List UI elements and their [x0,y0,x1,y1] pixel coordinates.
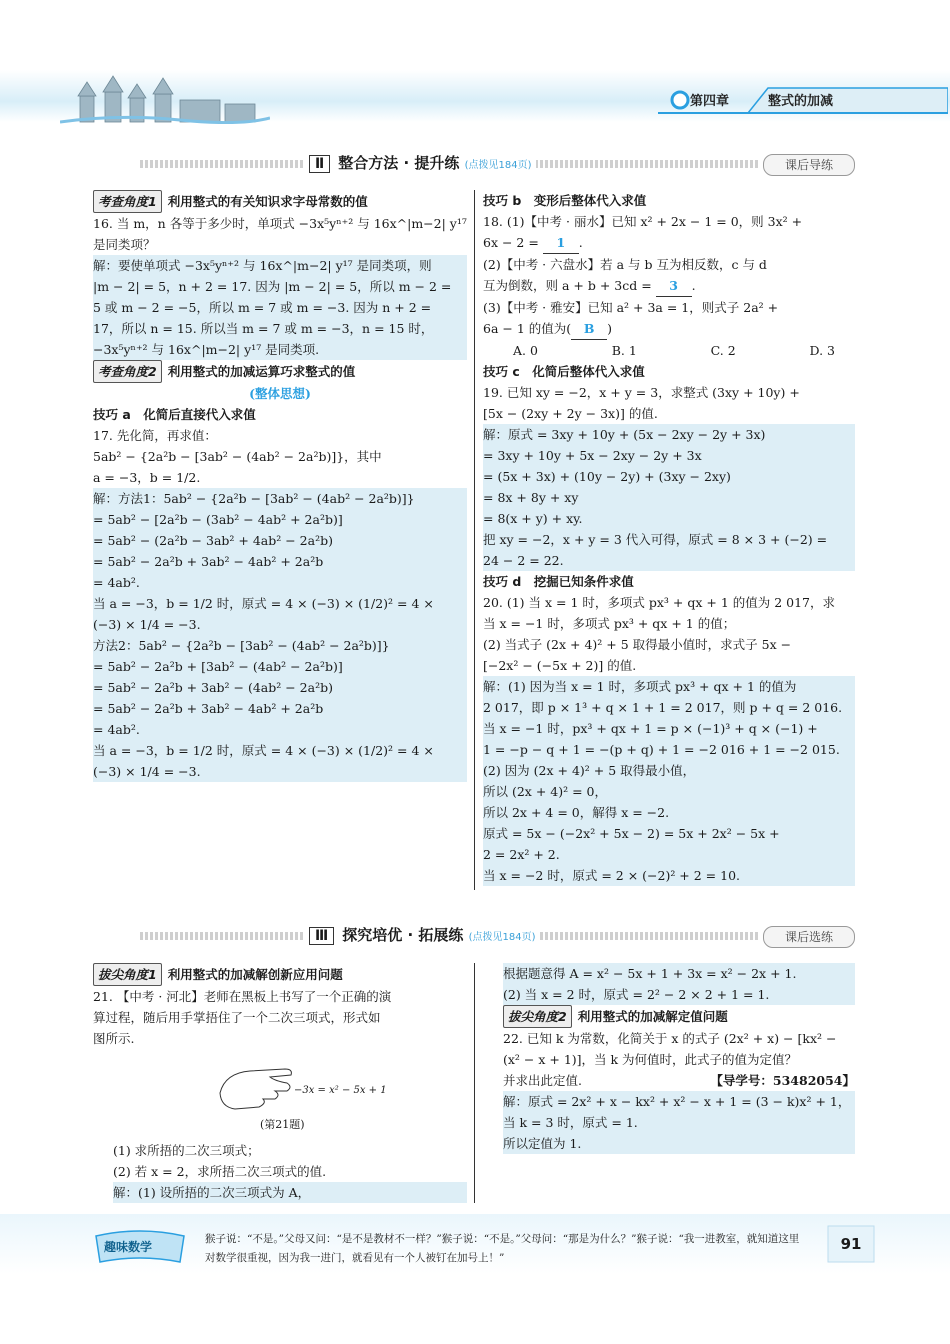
answer-fill: 3 [656,275,692,297]
skill-heading: 技巧 b 变形后整体代入求值 [483,193,647,208]
right-column [483,190,855,886]
angle-label: 拔尖角度1 [93,963,162,986]
options-row [483,340,855,361]
angle-label: 拔尖角度2 [503,1005,572,1028]
figure-caption: (第21题) [260,1118,305,1131]
solution-line: (−3) × 1/4 = −3. [93,614,467,635]
page-number: 91 [840,1235,862,1253]
solution-line: 24 − 2 = 22. [483,550,855,571]
section-banner-3 [140,922,855,950]
column-divider [474,963,475,1203]
solution-line: = 5ab² − 2a²b + [3ab² − (4ab² − 2a²b)] [93,656,467,677]
angle-text: 利用整式的加减解定值问题 [577,1009,728,1024]
question-line: [5x − (2xy + 2y − 3x)] 的值. [483,406,658,421]
angle-text: 利用整式的加减解创新应用问题 [167,967,343,982]
question-line: 18. (1)【中考 · 丽水】已知 x² + 2x − 1 = 0，则 3x² + [483,214,803,229]
solution-line: 原式 = 5x − (−2x² + 5x − 2) = 5x + 2x² − 5x + [483,823,855,844]
solution-line: 方法2：5ab² − {2a²b − [3ab² − (4ab² − 2a²b)]} [93,635,467,656]
question-line: 图所示. [93,1031,135,1046]
angle-text: 利用整式的有关知识求字母常数的值 [167,194,368,209]
castle-illustration [60,74,270,124]
option-2: C. 2 [710,343,736,358]
question-text: 6x − 2 = [483,235,543,250]
question-line [503,1070,855,1091]
solution-line: = 3xy + 10y + 5x − 2xy − 2y + 3x [483,445,855,466]
section-title-box [305,924,540,946]
left-column-2b [113,1140,467,1203]
skill-heading: 技巧 c 化简后整体代入求值 [483,364,645,379]
section-roman: Ⅱ [309,155,330,173]
angle-text: 利用整式的加减运算巧求整式的值 [167,364,356,379]
solution-line: 解：方法1：5ab² − {2a²b − [3ab² − (4ab² − 2a²b)]} [93,488,467,509]
subheading: (整体思想) [249,386,311,401]
question-line: 当 x = −1 时，多项式 px³ + qx + 1 的值； [483,616,736,631]
solution-line: 所以定值为 1. [503,1133,855,1154]
solution-line: (2) 当 x = 2 时，原式 = 2² − 2 × 2 + 1 = 1. [503,984,855,1005]
footer-joke: 猴子说：“不是。”父母又问：“是不是教材不一样？”猴子说：“不是。”父母问：“那是为什么？”猴子说：“我一进教室，就知道这里对数学很重视，因为我一进门，就看见有一个人被钉在加号上！” [205,1233,800,1264]
answer-fill: 1 [543,232,579,254]
answer-fill: B [571,318,607,340]
question-line: (1) 求所捂的二次三项式； [113,1143,260,1158]
solution-line: 解：(1) 设所捂的二次三项式为 A， [113,1182,467,1203]
solution-line: = 5ab² − 2a²b + 3ab² − 4ab² + 2a²b [93,698,467,719]
section-title: 探究培优 · 拓展练 [342,926,464,944]
question-line: 19. 已知 xy = −2，x + y = 3，求整式 (3xy + 10y) + [483,385,800,400]
solution-line: 当 a = −3，b = 1/2 时，原式 = 4 × (−3) × (1/2)² = 4 × [93,740,467,761]
question-line: (x² − x + 1)]，当 k 为何值时，此式子的值为定值？ [503,1052,798,1067]
solution-line: 解：要使单项式 −3x⁵yⁿ⁺² 与 16x^|m−2| y¹⁷ 是同类项，则 [93,255,467,276]
solution-line: = (5x + 3x) + (10y − 2y) + (3xy − 2xy) [483,466,855,487]
section-title: 整合方法 · 提升练 [338,154,460,172]
solution-line: 1 = −p − q + 1 = −(p + q) + 1 = −2 016 + 1 = −2 015. [483,739,855,760]
solution-line: 把 xy = −2，x + y = 3 代入可得，原式 = 8 × 3 + (−2) = [483,529,855,550]
angle-heading [93,360,467,383]
solution-line: = 8x + 8y + xy [483,487,855,508]
question-line: 22. 已知 k 为常数，化简关于 x 的式子 (2x² + x) − [kx² − [503,1031,837,1046]
solution-line: 5 或 m − 2 = −5，所以 m = 7 或 m = −3. 因为 n + 2 = [93,297,467,318]
option-0: A. 0 [513,343,538,358]
solution-line: 所以 2x + 4 = 0，解得 x = −2. [483,802,855,823]
solution-line: |m − 2| = 5，n + 2 = 17. 因为 |m − 2| = 5，所以 m − 2 = [93,276,467,297]
question-text: 互为倒数，则 a + b + 3cd = [483,278,656,293]
solution-line: 2 017，即 p × 1³ + q × 1 + 1 = 2 017，则 p + q = 2 016. [483,697,855,718]
solution-line: 当 x = −1 时，px³ + qx + 1 = p × (−1)³ + q × (−1) + [483,718,855,739]
solution-line: 当 a = −3，b = 1/2 时，原式 = 4 × (−3) × (1/2)² = 4 × [93,593,467,614]
question-text: 并求出此定值. [503,1073,582,1088]
chapter-title: 整式的加减 [768,94,834,109]
left-column [93,190,467,782]
skill-heading: 技巧 d 挖掘已知条件求值 [483,574,634,589]
solution-line: = 5ab² − 2a²b + 3ab² − (4ab² − 2a²b) [93,677,467,698]
solution-line: = 4ab². [93,572,467,593]
solution-line: −3x⁵yⁿ⁺² 与 16x^|m−2| y¹⁷ 是同类项. [93,339,467,360]
right-column-2 [503,963,855,1154]
skill-heading: 技巧 a 化简后直接代入求值 [93,407,256,422]
question-line: 是同类项？ [93,237,156,252]
section-roman: Ⅲ [309,927,334,945]
option-1: B. 1 [611,343,637,358]
solution-line: (−3) × 1/4 = −3. [93,761,467,782]
hand-formula: −3x = x² − 5x + 1 [294,1085,387,1096]
question-tail: . [578,235,583,250]
section-ref: (点拨见184页) [464,160,532,171]
solution-line: 2 = 2x² + 2. [483,844,855,865]
solution-line: = 4ab². [93,719,467,740]
fun-math-label: 趣味数学 [104,1240,153,1254]
angle-label: 考查角度1 [93,190,162,213]
section-tag: 课后导练 [763,154,855,176]
question-line: 算过程，随后用手掌捂住了一个二次三项式，形式如 [93,1010,381,1025]
question-line: (2)【中考 · 六盘水】若 a 与 b 互为相反数，c 与 d [483,257,767,272]
solution-line: = 5ab² − 2a²b + 3ab² − 4ab² + 2a²b [93,551,467,572]
solution-line: 17，所以 n = 15. 所以当 m = 7 或 m = −3，n = 15 时， [93,318,467,339]
solution-line: 当 x = −2 时，原式 = 2 × (−2)² + 2 = 10. [483,865,855,886]
solution-line: = 5ab² − (2a²b − 3ab² + 4ab² − 2a²b) [93,530,467,551]
chapter-number: 第四章 [690,94,730,109]
question-line: 16. 当 m，n 各等于多少时，单项式 −3x⁵yⁿ⁺² 与 16x^|m−2| y¹⁷ [93,216,467,231]
solution-line: = 5ab² − [2a²b − (3ab² − 4ab² + 2a²b)] [93,509,467,530]
question-tail: ) [607,321,613,336]
solution-line: 根据题意得 A = x² − 5x + 1 + 3x = x² − 2x + 1. [503,963,855,984]
question-line: 20. (1) 当 x = 1 时，多项式 px³ + qx + 1 的值为 2 017，求 [483,595,836,610]
angle-heading [503,1005,855,1028]
question-line: 5ab² − {2a²b − [3ab² − (4ab² − 2a²b)]}，其中 [93,449,382,464]
solution-line: 解：原式 = 2x² + x − kx² + x² − x + 1 = (3 − k)x² + 1， [503,1091,855,1112]
solution-line: 解：原式 = 3xy + 10y + (5x − 2xy − 2y + 3x) [483,424,855,445]
guide-number: 【导学号：53482054】 [710,1073,855,1088]
question-line: (3)【中考 · 雅安】已知 a² + 3a = 1，则式子 2a² + [483,300,779,315]
solution-line: 解：(1) 因为当 x = 1 时，多项式 px³ + qx + 1 的值为 [483,676,855,697]
question-line [483,318,855,340]
question-line [483,232,855,254]
left-column-2 [93,963,467,1049]
angle-label: 考查角度2 [93,360,162,383]
angle-heading [93,190,467,213]
angle-heading [93,963,467,986]
solution-line: 所以 (2x + 4)² = 0， [483,781,855,802]
column-divider [474,190,475,890]
option-3: D. 3 [809,343,835,358]
question-line: 17. 先化简，再求值： [93,428,217,443]
section-title-box [305,152,536,174]
question-text: 6a − 1 的值为( [483,321,572,336]
question-line: a = −3，b = 1/2. [93,470,201,485]
question-line: [−2x² − (−5x + 2)] 的值. [483,658,637,673]
section-banner-2 [140,150,855,178]
solution-line: (2) 因为 (2x + 4)² + 5 取得最小值， [483,760,855,781]
question-line [483,275,855,297]
solution-line: 当 k = 3 时，原式 = 1. [503,1112,855,1133]
section-tag: 课后选练 [763,926,855,948]
solution-line: = 8(x + y) + xy. [483,508,855,529]
question-tail: . [691,278,696,293]
section-ref: (点拨见184页) [468,932,536,943]
question-line: (2) 若 x = 2，求所捂二次三项式的值. [113,1164,327,1179]
question-line: (2) 当式子 (2x + 4)² + 5 取得最小值时，求式子 5x − [483,637,792,652]
question-line: 21. 【中考 · 河北】老师在黑板上书写了一个正确的演 [93,989,392,1004]
